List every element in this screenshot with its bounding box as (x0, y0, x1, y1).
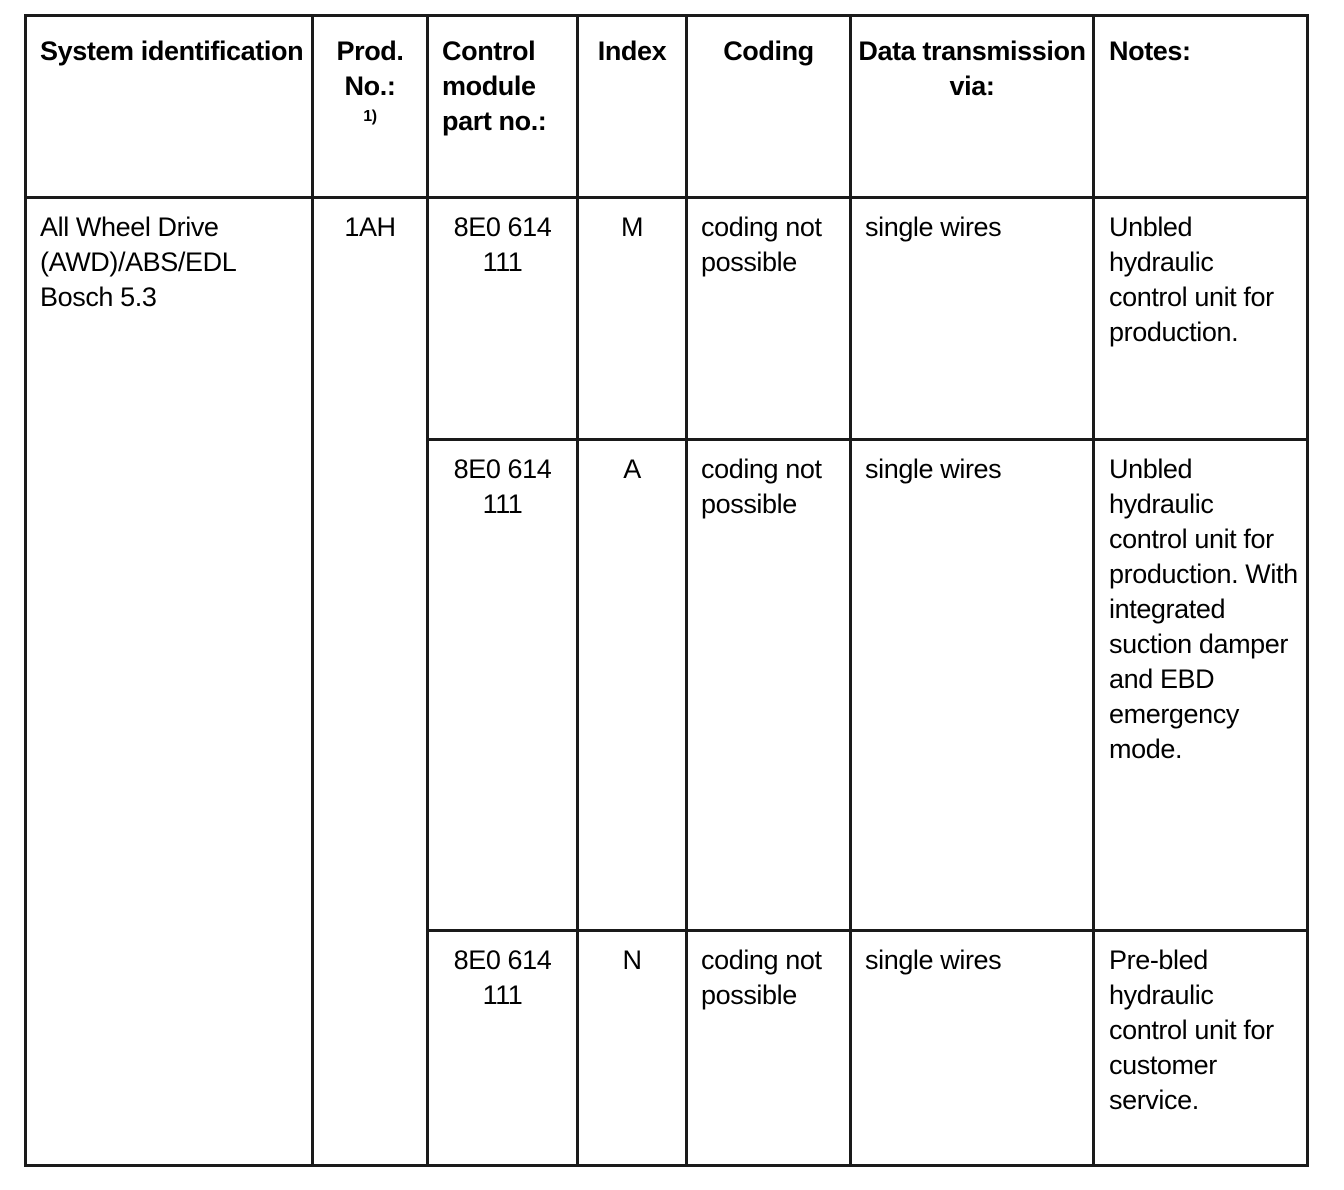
system-identification-table (24, 14, 1309, 1167)
header-prod-no-label: Prod. No.: (336, 36, 404, 101)
part-no-cell: 8E0 614 111 (428, 440, 578, 931)
index-cell: A (578, 440, 687, 931)
coding-cell: coding not possible (687, 931, 851, 1166)
notes-cell: Unbled hydraulic control unit for production. With integrated suction damper and EBD emergency mode. (1094, 440, 1308, 931)
part-no-cell: 8E0 614 111 (428, 198, 578, 440)
prod-no-cell: 1AH (313, 198, 428, 1166)
index-cell: M (578, 198, 687, 440)
data-transmission-cell: single wires (851, 198, 1094, 440)
header-coding: Coding (687, 16, 851, 198)
header-prod-no-footnote: 1) (363, 108, 377, 125)
notes-cell: Unbled hydraulic control unit for production. (1094, 198, 1308, 440)
header-control-module-part-no: Control module part no.: (428, 16, 578, 198)
data-transmission-cell: single wires (851, 440, 1094, 931)
part-no-cell: 8E0 614 111 (428, 931, 578, 1166)
table-row (26, 198, 1308, 440)
header-index: Index (578, 16, 687, 198)
coding-cell: coding not possible (687, 198, 851, 440)
data-transmission-cell: single wires (851, 931, 1094, 1166)
header-prod-no (313, 16, 428, 198)
coding-cell: coding not possible (687, 440, 851, 931)
header-system-identification: System identification (26, 16, 313, 198)
index-cell: N (578, 931, 687, 1166)
notes-cell: Pre-bled hydraulic control unit for customer service. (1094, 931, 1308, 1166)
system-identification-cell: All Wheel Drive (AWD)/ABS/EDL Bosch 5.3 (26, 198, 313, 1166)
table-header-row (26, 16, 1308, 198)
header-data-transmission: Data transmission via: (851, 16, 1094, 198)
header-notes: Notes: (1094, 16, 1308, 198)
